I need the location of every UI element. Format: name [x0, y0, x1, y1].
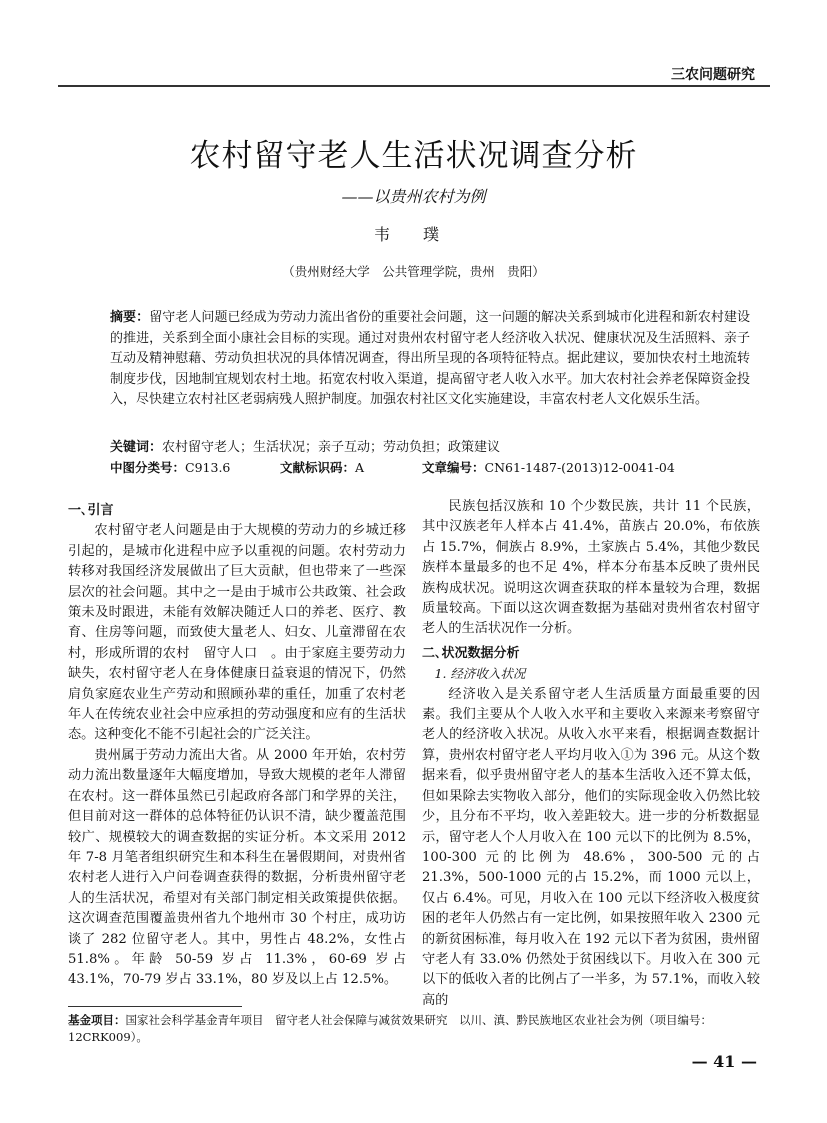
document-code: 文献标识码：A — [280, 460, 365, 475]
right-column — [422, 497, 760, 1011]
left-column — [68, 497, 406, 991]
article-subtitle: ——以贵州农村为例 — [341, 187, 486, 206]
clc-number: 中图分类号：C913.6 — [110, 460, 231, 475]
abstract — [110, 308, 750, 411]
journal-section-label: 三农问题研究 — [671, 67, 755, 83]
article-number: 文章编号：CN61-1487-(2013)12-0041-04 — [422, 460, 675, 475]
abstract-label: 摘要： — [110, 310, 150, 325]
footnote-label: 基金项目： — [68, 1013, 126, 1027]
keywords-text: 农村留守老人；生活状况；亲子互动；劳动负担；政策建议 — [162, 440, 501, 455]
keywords — [110, 436, 750, 455]
footnote-text: 国家社会科学基金青年项目 留守老人社会保障与减贫效果研究 以川、滇、黔民族地区农业社会为例（项目编号：12CRK009）。 — [68, 1013, 712, 1044]
header-rule — [58, 85, 770, 87]
article-title: 农村留守老人生活状况调查分析 — [189, 138, 638, 174]
page-number: — 41 — — [691, 1052, 757, 1071]
section-heading-introduction: 一､引言 — [68, 503, 114, 518]
paragraph: 农村留守老人问题是由于大规模的劳动力的乡城迁移引起的，是城市化进程中应予以重视的问题。农村劳动力转移对我国经济发展做出了巨大贡献，但也带来了一些深层次的社会问题。其中之一是由于城市公共政策、社会政策未及时跟进，未能有效解决随迁人口的养老、医疗、教育、住房等问题，而致使大量老人、妇女、儿童滞留在农村，形成所谓的农村 留守人口 。由于家庭主要劳动力缺失，农村留守老人在身体健康日益衰退的情况下，仍然肩负家庭农业生产劳动和照顾孙辈的重任，加重了农村老年人在传统农业社会中应承担的劳动强度和应有的生活状态。这种变化不能不引起社会的广泛关注。 — [68, 523, 406, 743]
paragraph: 民族包括汉族和 10 个少数民族，共计 11 个民族，其中汉族老年人样本占 41.4%，苗族占 20.0%，布依族占 15.7%，侗族占 8.9%，土家族占 5.4%，其他少数民族样本量最多的也不足 4%，样本分布基本反映了贵州民族构成状况。说明这次调查获取的样本量较为合理，数据质量较高。下面以这次调查数据为基础对贵州省农村留守老人的生活状况作一分析。 — [422, 499, 760, 637]
footnote-rule — [68, 1006, 242, 1007]
subsection-heading-income: 1. 经济收入状况 — [434, 666, 526, 682]
author-name: 韦 璞 — [373, 225, 454, 244]
author-affiliation: （贵州财经大学 公共管理学院，贵州 贵阳） — [282, 264, 545, 279]
section-heading-analysis: 二､状况数据分析 — [422, 645, 520, 661]
paragraph: 经济收入是关系留守老人生活质量方面最重要的因素。我们主要从个人收入水平和主要收入来源来考察留守老人的经济收入状况。从收入水平来看，根据调查数据计算，贵州农村留守老人平均月收入①为 396 元。从这个数据来看，似乎贵州留守老人的基本生活收入还不算太低，但如果除去实物收入部分，他们的实际现金收入仍然比较少，且分布不平均，收入差距较大。进一步的分析数据显示，留守老人个人月收入在 100 元以下的比例为 8.5%，100-300 元的比例为 48.6%，300-500 元的占 21.3%，500-1000 元的占 15.2%，而 1000 元以上，仅占 6.4%。可见，月收入在 100 元以下经济收入极度贫困的老年人仍然占有一定比例，如果按照年收入 2300 元的新贫困标准，每月收入在 192 元以下者为贫困，贵州留守老人有 33.0% 仍然处于贫困线以下。月收入在 300 元以下的低收入者的比例占了一半多，为 57.1%，而收入较高的 — [422, 686, 760, 1008]
abstract-text: 留守老人问题已经成为劳动力流出省份的重要社会问题，这一问题的解决关系到城市化进程和新农村建设的推进，关系到全面小康社会目标的实现。通过对贵州农村留守老人经济收入状况、健康状况及生活照料、亲子互动及精神慰藉、劳动负担状况的具体情况调查，得出所呈现的各项特征特点。据此建议，要加快农村土地流转制度步伐，因地制宜规划农村土地。拓宽农村收入渠道，提高留守老人收入水平。加大农村社会养老保障资金投入，尽快建立农村社区老弱病残人照护制度。加强农村社区文化实施建设，丰富农村老人文化娱乐生活。 — [110, 310, 750, 407]
keywords-label: 关键词： — [110, 440, 163, 455]
footnote-funding — [68, 1012, 760, 1046]
paragraph: 贵州属于劳动力流出大省。从 2000 年开始，农村劳动力流出数量逐年大幅度增加，导致大规模的老年人滞留在农村。这一群体虽然已引起政府各部门和学界的关注，但目前对这一群体的总体特征仍认识不清，缺少覆盖范围较广、规模较大的调查数据的实证分析。本文采用 2012 年 7-8 月笔者组织研究生和本科生在暑假期间，对贵州省农村老人进行入户问卷调查获得的数据，分析贵州留守老人的生活状况，希望对有关部门制定相关政策提供依据。这次调查范围覆盖贵州省九个地州市 30 个村庄，成功访谈了 282 位留守老人。其中，男性占 48.2%，女性占 51.8%。年龄 50-59 岁占 11.3%，60-69 岁占 43.1%，70-79 岁占 33.1%，80 岁及以上占 12.5%。 — [68, 747, 406, 988]
